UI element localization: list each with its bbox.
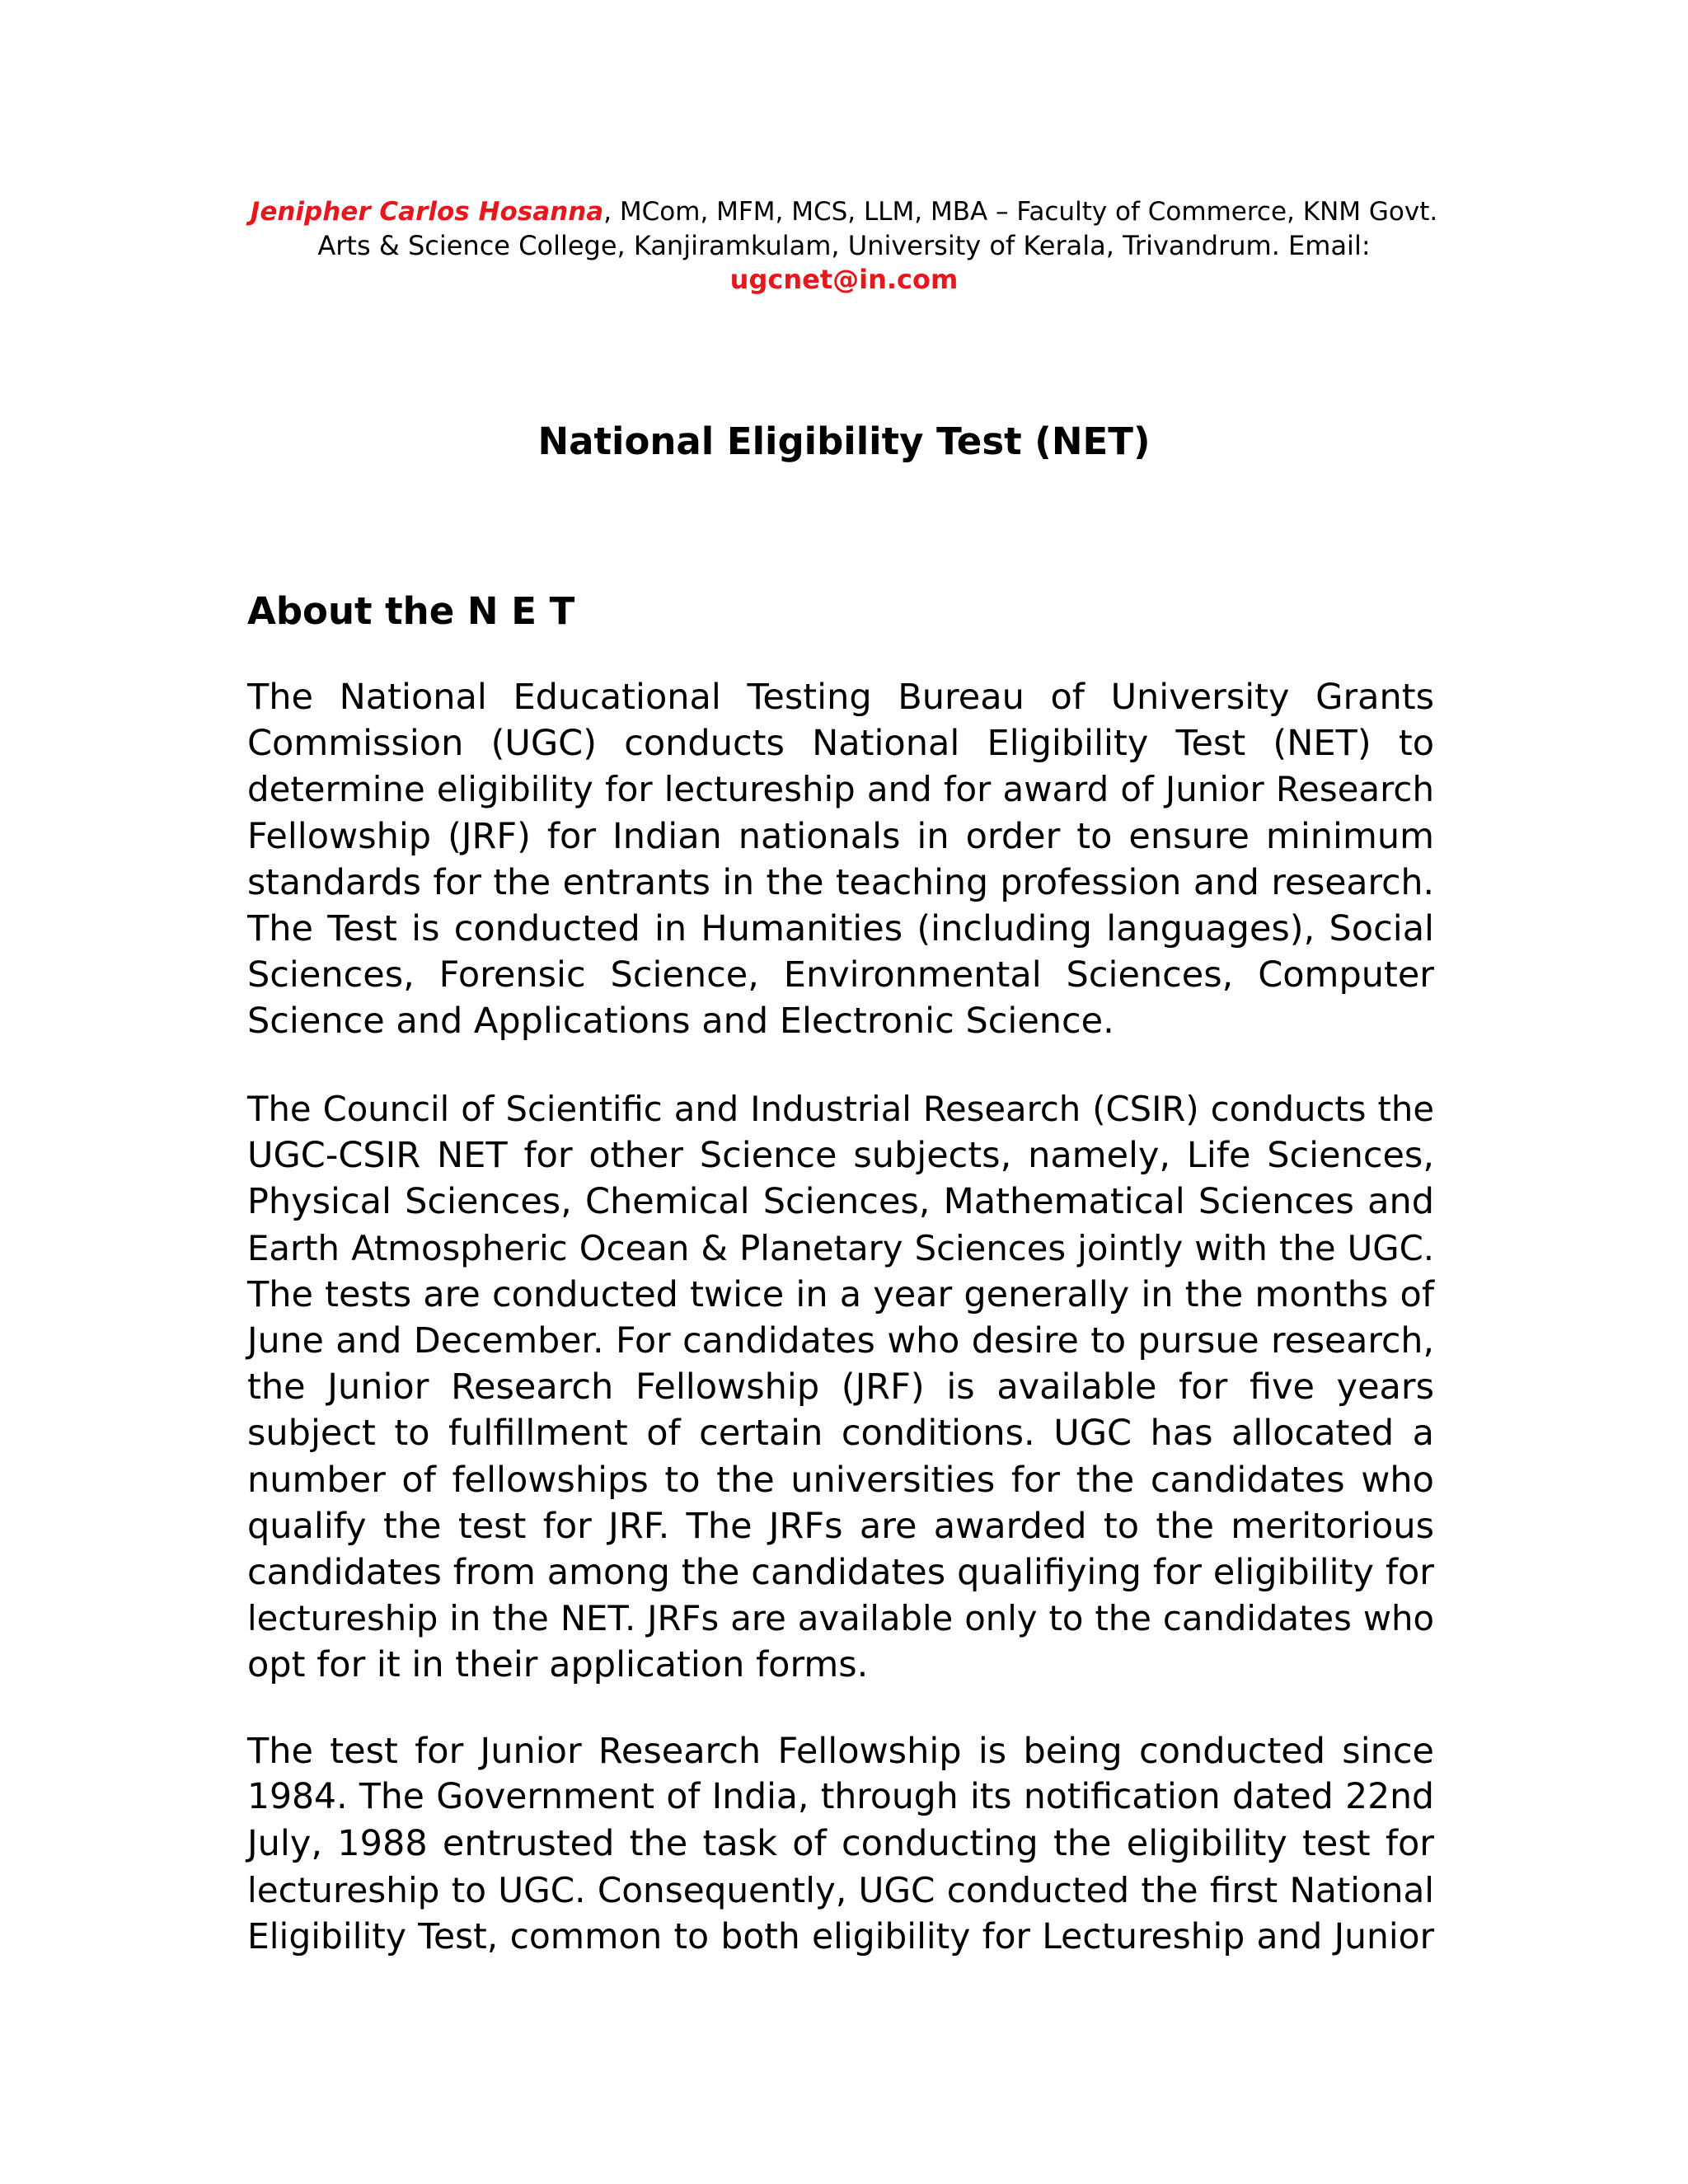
paragraph-line: The tests are conducted twice in a year generally in the months of [247,1273,1434,1315]
document-title: National Eligibility Test (NET) [537,419,1151,463]
paragraph-line: determine eligibility for lectureship and for award of Junior Research [247,769,1434,810]
paragraph-2 [247,1086,1434,1689]
paragraph-line: The test for Junior Research Fellowship is being conducted since [247,1731,1434,1772]
paragraph-line: opt for it in their application forms. [247,1644,869,1686]
paragraph-line: Eligibility Test, common to both eligibility for Lectureship and Junior [247,1915,1434,1957]
author-credentials: , MCom, MFM, MCS, LLM, MBA – Faculty of Commerce, KNM Govt. [603,197,1438,227]
paragraph-line: The Council of Scientific and Industrial Research (CSIR) conducts the [247,1089,1434,1129]
author-name: Jenipher Carlos Hosanna [250,197,604,227]
paragraph-line: qualify the test for JRF. The JRFs are awarded to the meritorious [247,1505,1434,1547]
paragraph-line: lectureship in the NET. JRFs are available only to the candidates who [247,1598,1434,1639]
paragraph-line: The National Educational Testing Bureau of University Grants [247,677,1434,718]
section-heading-about-net: About the N E T [247,589,575,633]
paragraph-line: the Junior Research Fellowship (JRF) is available for five years [247,1366,1434,1408]
paragraph-line: Fellowship (JRF) for Indian nationals in order to ensure minimum [247,815,1434,857]
paragraph-line: number of fellowships to the universities for the candidates who [247,1459,1434,1501]
paragraph-line: 1984. The Government of India, through its notification dated 22nd [247,1777,1434,1818]
paragraph-line: Sciences, Forensic Science, Environmental Sciences, Computer [247,954,1434,996]
paragraph-line: Earth Atmospheric Ocean & Planetary Sciences jointly with the UGC. [247,1227,1434,1268]
paragraph-3 [247,1728,1434,1960]
paragraph-line: Commission (UGC) conducts National Eligibility Test (NET) to [247,723,1434,765]
author-header [247,195,1441,297]
paragraph-line: candidates from among the candidates qualifiying for eligibility for [247,1552,1434,1594]
paragraph-line: June and December. For candidates who desire to pursue research, [247,1320,1434,1362]
paragraph-line: Science and Applications and Electronic Science. [247,1001,1114,1043]
author-email: ugcnet@in.com [729,264,959,295]
paragraph-line: standards for the entrants in the teaching profession and research. [247,861,1434,903]
author-affiliation: Arts & Science College, Kanjiramkulam, University of Kerala, Trivandrum. Email: [317,230,1371,261]
paragraph-line: lectureship to UGC. Consequently, UGC conducted the first National [247,1869,1434,1910]
author-line-1 [247,195,1441,229]
paragraph-line: Physical Sciences, Chemical Sciences, Mathematical Sciences and [247,1181,1434,1223]
paragraph-line: July, 1988 entrusted the task of conducting the eligibility test for [247,1823,1434,1865]
paragraph-line: subject to fulfillment of certain conditions. UGC has allocated a [247,1413,1434,1455]
paragraph-line: UGC-CSIR NET for other Science subjects, namely, Life Sciences, [247,1135,1434,1177]
paragraph-1 [247,674,1434,1045]
paragraph-line: The Test is conducted in Humanities (including languages), Social [247,908,1434,950]
